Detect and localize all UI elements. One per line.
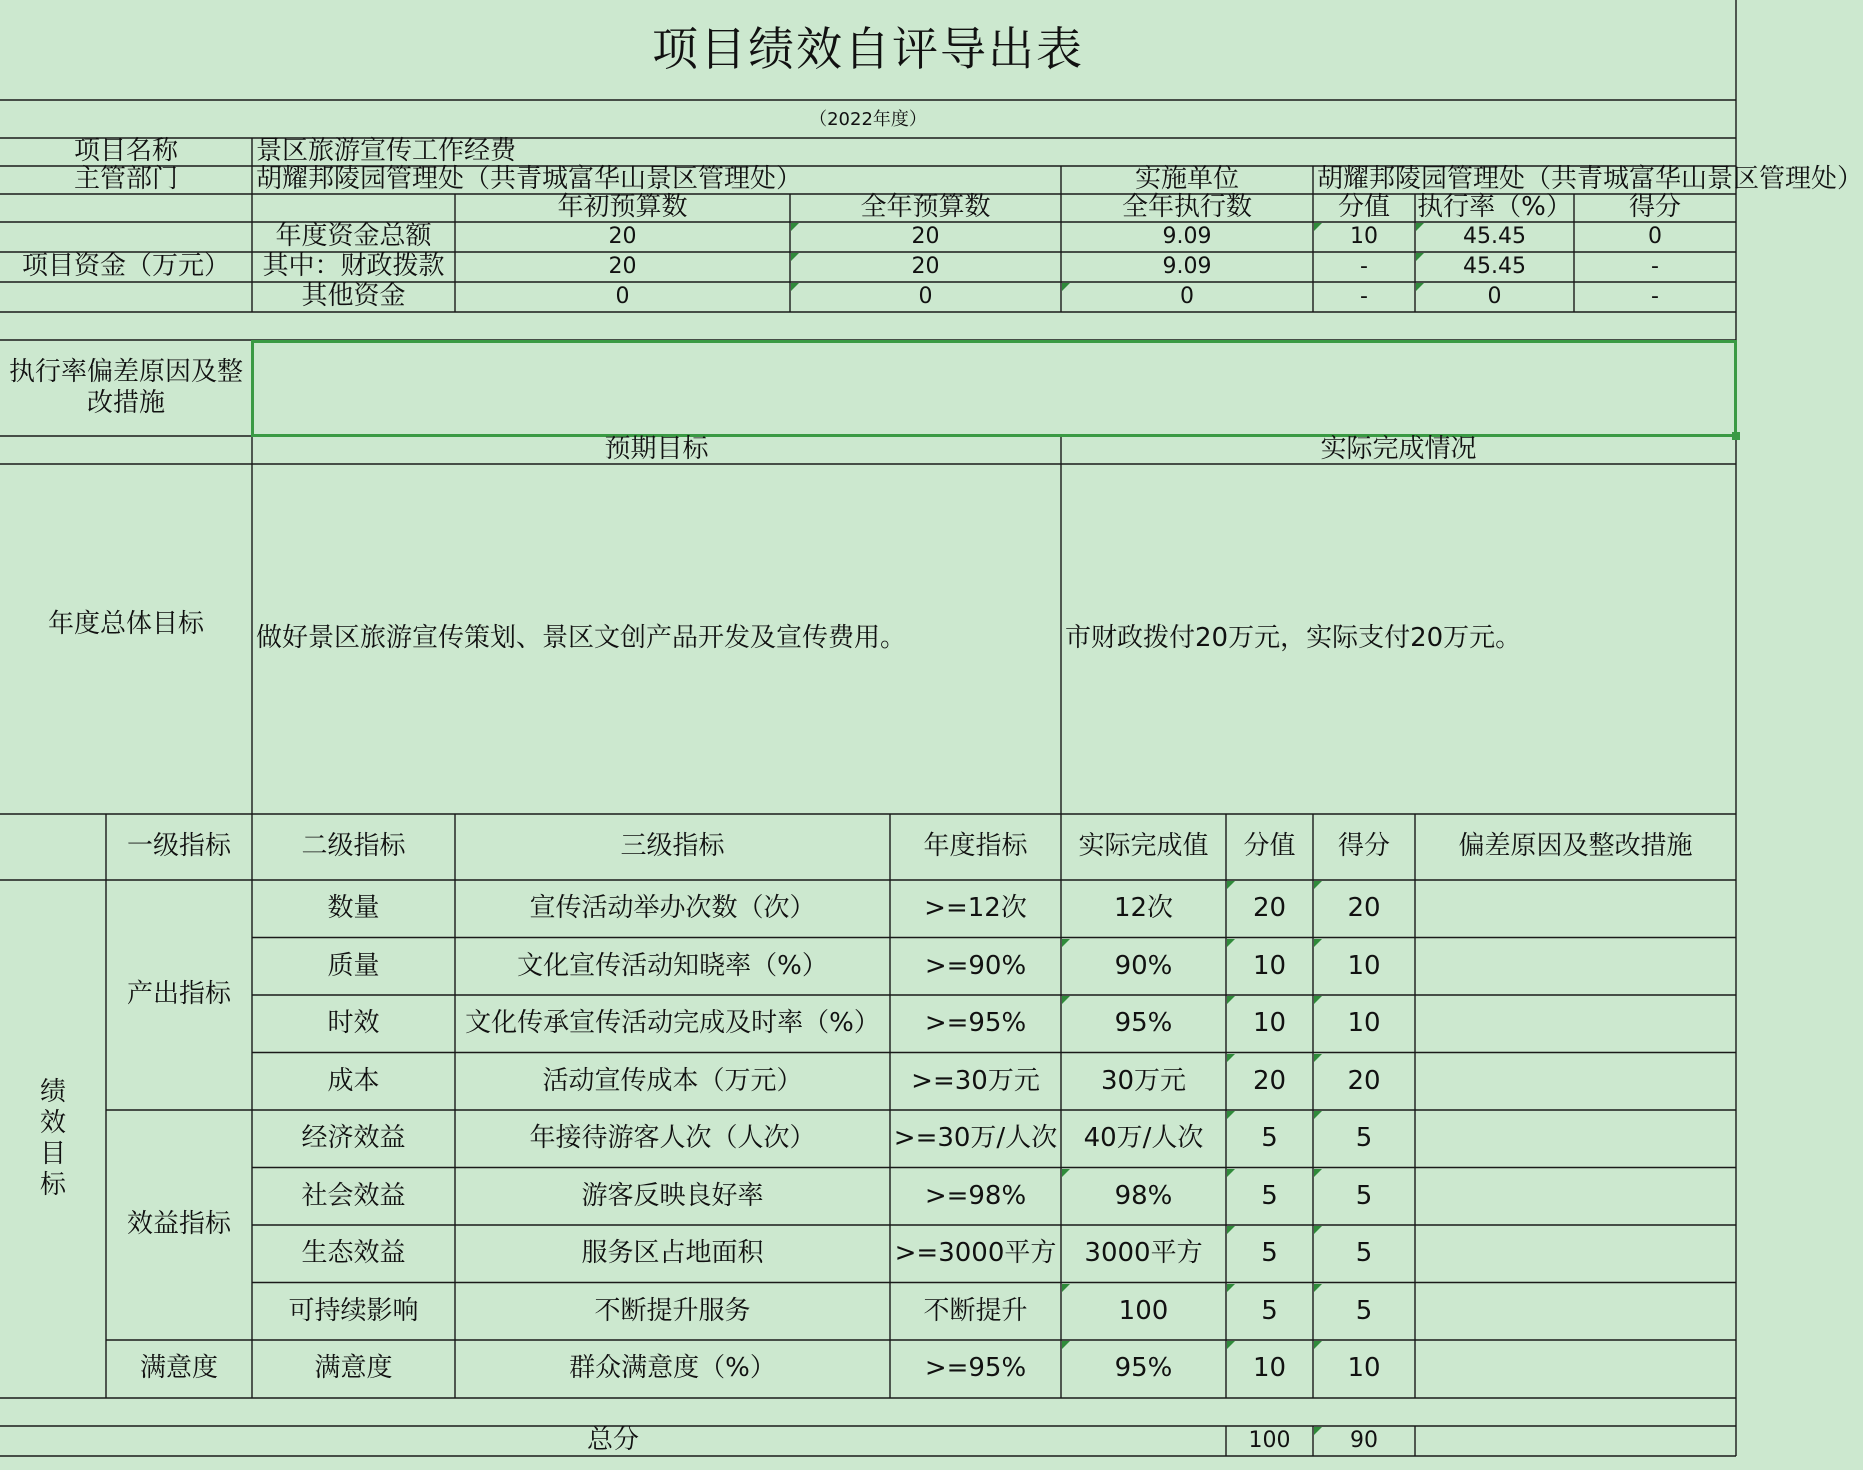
level2-cell[interactable]: 社会效益 [301, 1180, 406, 1211]
text-number-indicator [1227, 1169, 1235, 1177]
level3-cell[interactable]: 年接待游客人次（人次） [529, 1123, 816, 1154]
deviation-note-cell[interactable] [1415, 1168, 1736, 1226]
deviation-input[interactable] [252, 340, 1736, 436]
text-number-indicator [1314, 1226, 1322, 1234]
score-cell[interactable]: 5 [1355, 1238, 1373, 1269]
ind-header-level2: 二级指标 [301, 831, 406, 862]
target-cell[interactable]: 不断提升 [923, 1295, 1028, 1326]
department-value[interactable]: 胡耀邦陵园管理处（共青城富华山景区管理处） [256, 164, 803, 195]
funds-cell[interactable]: - [1651, 253, 1659, 279]
funds-cell[interactable]: 20 [608, 223, 637, 249]
text-number-indicator [1314, 1111, 1322, 1119]
category-char: 目 [39, 1139, 66, 1169]
text-number-indicator [1314, 223, 1322, 231]
deviation-note-cell[interactable] [1415, 1110, 1736, 1168]
funds-header-initial-budget: 年初预算数 [557, 192, 688, 223]
level2-cell[interactable]: 生态效益 [301, 1238, 406, 1269]
text-number-indicator [1062, 996, 1070, 1004]
text-number-indicator [791, 253, 799, 261]
score-cell[interactable]: 20 [1347, 1065, 1381, 1096]
score-cell[interactable]: 5 [1355, 1123, 1373, 1154]
text-number-indicator [1416, 223, 1424, 231]
score-value-cell[interactable]: 5 [1261, 1123, 1278, 1154]
score-value-cell[interactable]: 20 [1252, 1065, 1287, 1096]
total-score-value[interactable]: 100 [1248, 1427, 1291, 1453]
actual-cell[interactable]: 90% [1114, 950, 1173, 981]
text-number-indicator [1416, 253, 1424, 261]
text-number-indicator [1314, 1284, 1322, 1292]
actual-completion-header: 实际完成情况 [1320, 434, 1477, 465]
level2-cell[interactable]: 时效 [327, 1008, 380, 1039]
funds-cell[interactable]: 9.09 [1162, 253, 1212, 279]
score-cell[interactable]: 10 [1347, 950, 1381, 981]
level2-cell[interactable]: 可持续影响 [288, 1295, 419, 1326]
score-value-cell[interactable]: 5 [1261, 1180, 1278, 1211]
target-cell[interactable]: >=30万元 [911, 1065, 1040, 1096]
text-number-indicator [1314, 1054, 1322, 1062]
level2-cell[interactable]: 成本 [327, 1065, 380, 1096]
ind-header-score: 得分 [1337, 831, 1390, 862]
ind-header-level3: 三级指标 [620, 831, 725, 862]
total-label: 总分 [586, 1425, 639, 1456]
score-cell[interactable]: 5 [1355, 1180, 1373, 1211]
target-cell[interactable]: >=95% [924, 1008, 1027, 1039]
funds-cell[interactable]: 20 [608, 253, 637, 279]
score-value-cell[interactable]: 10 [1252, 950, 1287, 981]
funds-row-label: 其中：财政拨款 [262, 251, 445, 282]
level3-cell[interactable]: 游客反映良好率 [581, 1180, 764, 1211]
text-number-indicator [1227, 881, 1235, 889]
target-cell[interactable]: >=3000平方 [894, 1238, 1057, 1269]
funds-cell[interactable]: 45.45 [1463, 223, 1526, 249]
year-label: （2022年度） [809, 109, 927, 131]
group-output: 产出指标 [126, 979, 231, 1010]
level2-cell[interactable]: 经济效益 [301, 1123, 406, 1154]
funds-header-annual-budget: 全年预算数 [860, 192, 991, 223]
text-number-indicator [1227, 1111, 1235, 1119]
level3-cell[interactable]: 不断提升服务 [594, 1295, 751, 1326]
actual-cell[interactable]: 98% [1114, 1180, 1173, 1211]
annual-goal-label: 年度总体目标 [47, 609, 204, 640]
funds-row-label: 其他资金 [301, 281, 406, 312]
ind-header-score-value: 分值 [1243, 831, 1296, 862]
text-number-indicator [1416, 283, 1424, 291]
funds-cell[interactable]: 45.45 [1463, 253, 1526, 279]
target-cell[interactable]: >=12次 [924, 893, 1027, 924]
deviation-note-cell[interactable] [1415, 1283, 1736, 1341]
funds-cell[interactable]: 0 [1180, 283, 1194, 309]
deviation-note-cell[interactable] [1415, 1340, 1736, 1398]
target-cell[interactable]: >=30万/人次 [893, 1123, 1058, 1154]
performance-target-label [0, 880, 106, 1398]
text-number-indicator [1227, 939, 1235, 947]
deviation-note-cell[interactable] [1415, 938, 1736, 996]
actual-cell[interactable]: 100 [1118, 1295, 1169, 1326]
text-number-indicator [1062, 1284, 1070, 1292]
text-number-indicator [1062, 939, 1070, 947]
score-cell[interactable]: 20 [1347, 893, 1381, 924]
text-number-indicator [1314, 1341, 1322, 1349]
ind-header-actual: 实际完成值 [1078, 831, 1209, 862]
text-number-indicator [1062, 1341, 1070, 1349]
text-number-indicator [1227, 1341, 1235, 1349]
funds-cell[interactable]: - [1360, 283, 1368, 309]
text-number-indicator [1062, 1169, 1070, 1177]
funds-header-executed: 全年执行数 [1121, 192, 1252, 223]
project-funds-label: 项目资金（万元） [21, 251, 230, 282]
score-cell[interactable]: 10 [1347, 1008, 1381, 1039]
level3-cell[interactable]: 群众满意度（%） [569, 1353, 776, 1384]
text-number-indicator [1227, 1226, 1235, 1234]
score-value-cell[interactable]: 5 [1261, 1295, 1278, 1326]
ind-header-level1: 一级指标 [126, 831, 231, 862]
implementing-unit-label: 实施单位 [1134, 164, 1239, 195]
ind-header-deviation: 偏差原因及整改措施 [1458, 831, 1693, 862]
deviation-note-cell[interactable] [1415, 880, 1736, 938]
text-number-indicator [1314, 996, 1322, 1004]
level3-cell[interactable]: 服务区占地面积 [581, 1238, 764, 1269]
expected-goal-text[interactable]: 做好景区旅游宣传策划、景区文创产品开发及宣传费用。 [256, 623, 907, 654]
actual-cell[interactable]: 40万/人次 [1083, 1123, 1204, 1154]
target-cell[interactable]: >=95% [924, 1353, 1027, 1384]
actual-cell[interactable]: 95% [1114, 1353, 1173, 1384]
text-number-indicator [1227, 996, 1235, 1004]
deviation-note-cell[interactable] [1415, 1053, 1736, 1111]
level2-cell[interactable]: 质量 [327, 950, 380, 981]
text-number-indicator [791, 223, 799, 231]
ind-header-target: 年度指标 [923, 831, 1028, 862]
actual-cell[interactable]: 12次 [1113, 893, 1174, 924]
level2-cell[interactable]: 满意度 [314, 1353, 393, 1384]
level3-cell[interactable]: 文化传承宣传活动完成及时率（%） [465, 1008, 880, 1039]
actual-cell[interactable]: 30万元 [1100, 1065, 1187, 1096]
text-number-indicator [1314, 1427, 1322, 1435]
funds-cell[interactable]: - [1651, 283, 1659, 309]
level3-cell[interactable]: 文化宣传活动知晓率（%） [517, 950, 828, 981]
score-cell[interactable]: 5 [1355, 1295, 1373, 1326]
funds-cell[interactable]: - [1360, 253, 1368, 279]
target-cell[interactable]: >=90% [924, 950, 1027, 981]
expected-goal-header: 预期目标 [604, 434, 709, 465]
funds-cell[interactable]: 0 [1487, 283, 1502, 309]
deviation-note-cell[interactable] [1415, 995, 1736, 1053]
funds-cell[interactable]: 20 [911, 253, 940, 279]
actual-cell[interactable]: 3000平方 [1084, 1238, 1203, 1269]
text-number-indicator [1314, 939, 1322, 947]
funds-header-score-value: 分值 [1337, 192, 1390, 223]
page-title: 项目绩效自评导出表 [652, 22, 1084, 77]
funds-cell[interactable]: 9.09 [1162, 223, 1212, 249]
funds-header-exec-rate: 执行率（%） [1417, 192, 1572, 223]
text-number-indicator [1062, 283, 1070, 291]
score-value-cell[interactable]: 10 [1252, 1008, 1287, 1039]
deviation-note-cell[interactable] [1415, 1225, 1736, 1283]
deviation-label: 执行率偏差原因及整改措施 [8, 356, 243, 418]
project-name-value[interactable]: 景区旅游宣传工作经费 [256, 136, 517, 167]
text-number-indicator [791, 283, 799, 291]
score-cell[interactable]: 10 [1347, 1353, 1381, 1384]
target-cell[interactable]: >=98% [924, 1180, 1027, 1211]
funds-row-label: 年度资金总额 [275, 221, 432, 252]
score-value-cell[interactable]: 10 [1252, 1353, 1287, 1384]
category-char: 绩 [39, 1076, 66, 1107]
department-label: 主管部门 [73, 164, 178, 195]
score-value-cell[interactable]: 5 [1261, 1238, 1278, 1269]
implementing-unit-value[interactable]: 胡耀邦陵园管理处（共青城富华山景区管理处） [1317, 164, 1863, 195]
project-name-label: 项目名称 [73, 136, 178, 167]
funds-header-score: 得分 [1628, 192, 1681, 223]
actual-cell[interactable]: 95% [1114, 1008, 1173, 1039]
category-char: 标 [39, 1170, 66, 1201]
text-number-indicator [1314, 1169, 1322, 1177]
actual-completion-text[interactable]: 市财政拨付20万元，实际支付20万元。 [1065, 623, 1522, 654]
score-value-cell[interactable]: 20 [1252, 893, 1287, 924]
funds-cell[interactable]: 10 [1350, 223, 1378, 249]
total-score[interactable]: 90 [1350, 1427, 1378, 1453]
level3-cell[interactable]: 活动宣传成本（万元） [542, 1065, 803, 1096]
funds-cell[interactable]: 0 [1648, 223, 1662, 249]
funds-cell[interactable]: 0 [918, 283, 933, 309]
group-benefit: 效益指标 [126, 1209, 231, 1240]
level2-cell[interactable]: 数量 [327, 893, 380, 924]
text-number-indicator [1227, 1284, 1235, 1292]
text-number-indicator [1227, 1054, 1235, 1062]
group-satisfaction: 满意度 [139, 1353, 218, 1384]
funds-cell[interactable]: 20 [911, 223, 940, 249]
text-number-indicator [1314, 881, 1322, 889]
level3-cell[interactable]: 宣传活动举办次数（次） [529, 893, 816, 924]
funds-cell[interactable]: 0 [615, 283, 630, 309]
category-char: 效 [39, 1107, 66, 1138]
